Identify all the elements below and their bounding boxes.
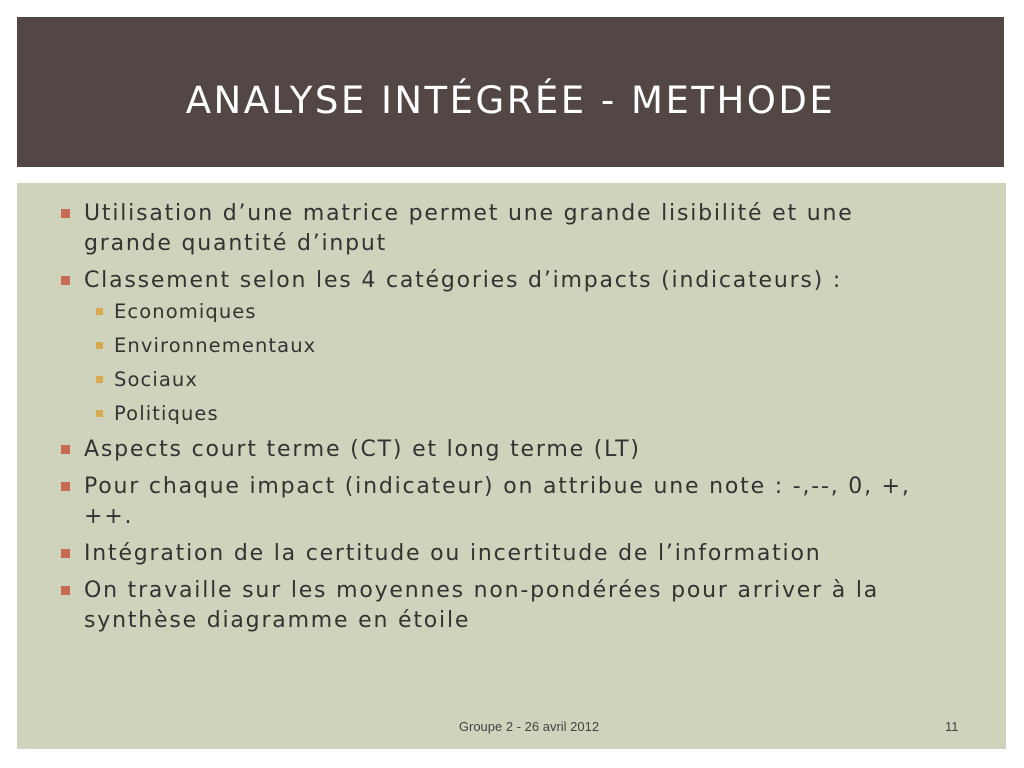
bullet-item [57,472,947,532]
square-bullet-icon [61,209,70,218]
small-square-bullet-icon [96,376,103,383]
bullet-text: Utilisation d’une matrice permet une grande lisibilité et une grande quantité d’input [84,201,854,256]
bullet-item [57,435,947,465]
sub-bullet-text: Economiques [114,300,257,323]
bullet-item [57,199,947,259]
small-square-bullet-icon [96,308,103,315]
bullet-text: Classement selon les 4 catégories d’impacts (indicateurs) : [84,268,843,293]
small-square-bullet-icon [96,342,103,349]
footer-text: Groupe 2 - 26 avril 2012 [458,719,600,734]
square-bullet-icon [61,445,70,454]
bullet-item [57,539,947,569]
sub-bullet-item [84,401,947,427]
square-bullet-icon [61,586,70,595]
bullet-text: On travaille sur les moyennes non-pondérées pour arriver à la synthèse diagramme en étoile [84,578,880,633]
sub-bullet-item [84,333,947,359]
sub-bullet-text: Environnementaux [114,334,317,357]
bullet-text: Pour chaque impact (indicateur) on attribue une note : -,--, 0, +, ++. [84,474,911,529]
title-bar [17,17,1004,167]
bullet-text: Intégration de la certitude ou incertitude de l’information [84,541,822,566]
bullet-item [57,576,947,636]
square-bullet-icon [61,549,70,558]
slide-title: ANALYSE INTÉGRÉE - METHODE [185,79,836,122]
bullet-list [57,199,947,643]
sub-bullet-item [84,299,947,325]
bullet-item [57,266,947,427]
slide-number: 11 [945,719,959,734]
small-square-bullet-icon [96,410,103,417]
square-bullet-icon [61,482,70,491]
sub-bullet-text: Sociaux [114,368,198,391]
sub-bullet-list [84,299,947,427]
sub-bullet-text: Politiques [114,402,219,425]
bullet-text: Aspects court terme (CT) et long terme (LT) [84,437,641,462]
square-bullet-icon [61,276,70,285]
sub-bullet-item [84,367,947,393]
content-area [17,183,1006,749]
